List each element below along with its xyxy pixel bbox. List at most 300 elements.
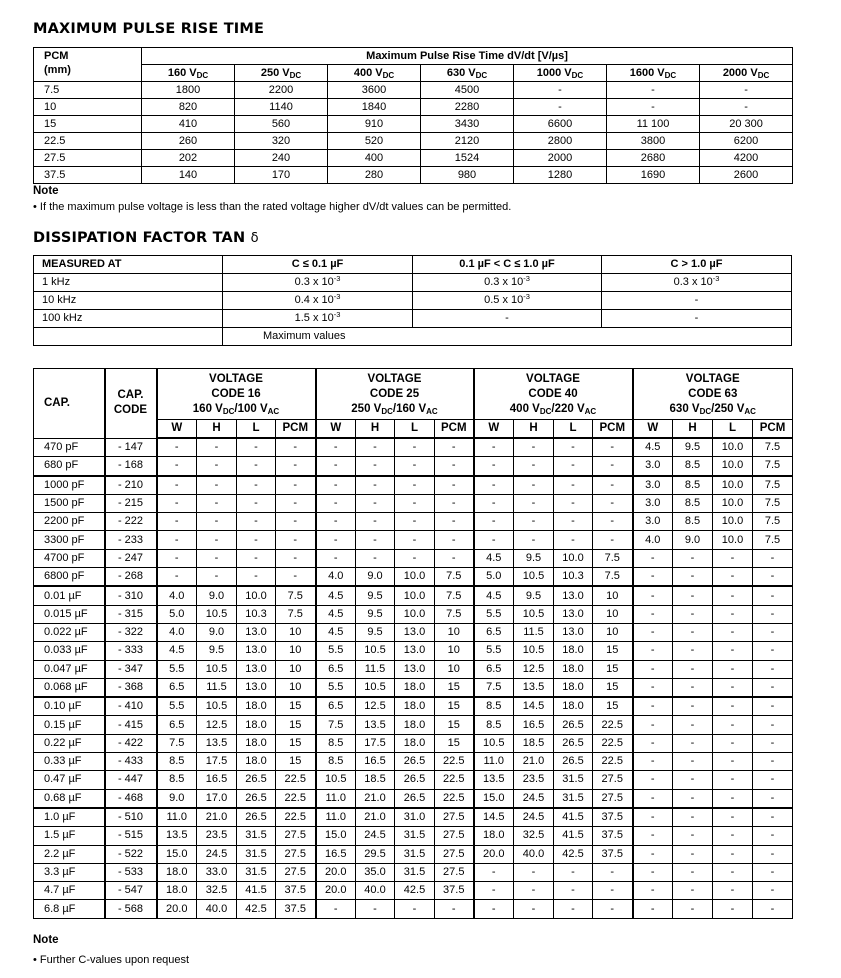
dimension-cell: - xyxy=(395,531,435,549)
dimension-cell: 10 xyxy=(276,660,316,678)
dimension-cell: 23.5 xyxy=(514,771,554,789)
dimension-cell: - xyxy=(673,808,713,827)
voltage-col-header xyxy=(421,65,514,82)
table-row xyxy=(34,476,793,495)
dimension-cell: 8.5 xyxy=(673,494,713,512)
voltage-code-group-header xyxy=(474,369,633,420)
dimension-cell: - xyxy=(633,549,673,567)
dimension-cell: - xyxy=(633,697,673,716)
dimension-cell: - xyxy=(593,863,633,881)
voltage-subscript: DC xyxy=(382,70,395,80)
capacitance-cell: 0.15 µF xyxy=(34,716,105,734)
dimension-cell: 4.0 xyxy=(316,568,356,587)
dimension-cell: 5.5 xyxy=(316,642,356,660)
dimension-cell: 20.0 xyxy=(157,900,197,918)
dimension-cell: 13.0 xyxy=(554,623,593,641)
dimension-cell: 6.5 xyxy=(474,660,514,678)
dimension-cell: 10.5 xyxy=(356,678,395,697)
table-row xyxy=(34,882,793,900)
dimension-cell: - xyxy=(197,513,237,531)
dimension-cell: - xyxy=(633,808,673,827)
cap-code-header xyxy=(105,369,157,439)
dimension-cell: 15 xyxy=(276,734,316,752)
dimension-cell: 22.5 xyxy=(276,771,316,789)
dimension-cell: 10 xyxy=(593,605,633,623)
dimension-cell: - xyxy=(435,457,474,476)
dimension-cell: - xyxy=(554,494,593,512)
dimension-cell: - xyxy=(395,494,435,512)
dimension-pcm-header: PCM xyxy=(593,420,633,439)
dimension-cell: 15 xyxy=(593,678,633,697)
tan-delta-cell xyxy=(223,292,413,310)
capacitance-cell: 0.068 µF xyxy=(34,678,105,697)
dimension-cell: - xyxy=(395,549,435,567)
cap-code-cell: - 522 xyxy=(105,845,157,863)
dvdt-cell: 2120 xyxy=(421,133,514,150)
table-row xyxy=(34,605,793,623)
dimension-cell: 18.0 xyxy=(474,827,514,845)
dvdt-cell: 6600 xyxy=(514,116,607,133)
dimension-cell: 7.5 xyxy=(753,494,793,512)
cap-code-cell: - 168 xyxy=(105,457,157,476)
dimension-pcm-header: PCM xyxy=(435,420,474,439)
dimension-cell: - xyxy=(753,808,793,827)
dimension-cell: 26.5 xyxy=(395,789,435,808)
dimension-cell: 8.5 xyxy=(157,753,197,771)
dimension-w-header: W xyxy=(474,420,514,439)
dimension-cell: 27.5 xyxy=(435,863,474,881)
dimension-cell: 7.5 xyxy=(276,586,316,605)
dimension-cell: - xyxy=(474,531,514,549)
voltage-col-header xyxy=(328,65,421,82)
dimension-cell: 10.0 xyxy=(395,605,435,623)
dimension-cell: - xyxy=(514,882,554,900)
dimension-pcm-header: PCM xyxy=(753,420,793,439)
dvdt-cell: 410 xyxy=(142,116,235,133)
dvdt-cell: 260 xyxy=(142,133,235,150)
dimension-cell: 26.5 xyxy=(237,771,276,789)
dimension-cell: - xyxy=(554,900,593,918)
dimension-cell: 8.5 xyxy=(673,476,713,495)
dimension-cell: 14.5 xyxy=(474,808,514,827)
dvdt-cell: 3600 xyxy=(328,82,421,99)
ac-voltage-subscript: AC xyxy=(426,406,438,416)
dimension-cell: 26.5 xyxy=(395,753,435,771)
dimension-cell: 11.0 xyxy=(474,753,514,771)
dimension-cell: 11.5 xyxy=(356,660,395,678)
dimension-cell: 37.5 xyxy=(435,882,474,900)
dimension-cell: - xyxy=(554,457,593,476)
delta-symbol: δ xyxy=(250,231,259,246)
dimension-cell: 21.0 xyxy=(356,808,395,827)
dimension-cell: - xyxy=(356,531,395,549)
dimension-cell: - xyxy=(633,863,673,881)
dimension-l-header: L xyxy=(237,420,276,439)
dimension-cell: 8.5 xyxy=(474,697,514,716)
dimension-cell: 13.0 xyxy=(395,660,435,678)
dimension-cell: - xyxy=(633,568,673,587)
dimension-cell: 8.5 xyxy=(157,771,197,789)
dimension-cell: 42.5 xyxy=(237,900,276,918)
dimension-cell: 13.5 xyxy=(514,678,554,697)
dimension-cell: - xyxy=(435,438,474,457)
table-row xyxy=(34,116,793,133)
dimension-cell: - xyxy=(713,568,753,587)
dvdt-cell: 1840 xyxy=(328,99,421,116)
dimension-cell: 27.5 xyxy=(593,789,633,808)
dimension-cell: 10 xyxy=(435,642,474,660)
dimension-cell: 18.0 xyxy=(554,697,593,716)
dimension-cell: - xyxy=(157,549,197,567)
pcm-header-line1: PCM xyxy=(44,50,69,62)
dimension-cell: - xyxy=(713,605,753,623)
dimension-cell: - xyxy=(435,900,474,918)
dimension-cell: - xyxy=(157,476,197,495)
dimension-l-header: L xyxy=(554,420,593,439)
dimension-cell: 8.5 xyxy=(474,716,514,734)
capacitance-cell: 1500 pF xyxy=(34,494,105,512)
dimension-cell: 21.0 xyxy=(356,789,395,808)
dimension-cell: - xyxy=(633,734,673,752)
dimension-cell: 31.5 xyxy=(237,863,276,881)
dimension-cell: - xyxy=(753,753,793,771)
dvdt-cell: 1524 xyxy=(421,150,514,167)
table-row xyxy=(34,438,793,457)
dimension-cell: 13.5 xyxy=(474,771,514,789)
dvdt-cell: 1280 xyxy=(514,167,607,184)
ac-voltage-value: /160 V xyxy=(392,402,427,415)
dimension-cell: 13.0 xyxy=(237,678,276,697)
dimension-cell: 10.5 xyxy=(197,660,237,678)
dvdt-cell: 1800 xyxy=(142,82,235,99)
dvdt-cell: - xyxy=(607,82,700,99)
dimension-cell: - xyxy=(593,476,633,495)
dimension-cell: 18.0 xyxy=(395,734,435,752)
dimensions-note-text: • Further C-values upon request xyxy=(33,954,190,966)
dimension-cell: - xyxy=(673,568,713,587)
voltage-rating xyxy=(475,402,632,417)
dimension-cell: - xyxy=(554,476,593,495)
dimension-cell: 10.0 xyxy=(237,586,276,605)
dimension-cell: - xyxy=(713,678,753,697)
dvdt-cell: 1690 xyxy=(607,167,700,184)
dimension-cell: - xyxy=(673,734,713,752)
dimension-cell: - xyxy=(713,623,753,641)
dimension-cell: 23.5 xyxy=(197,827,237,845)
dimension-cell: 15 xyxy=(276,753,316,771)
voltage-rating xyxy=(158,402,315,417)
dimension-cell: 9.5 xyxy=(514,549,554,567)
dimension-cell: 8.5 xyxy=(316,753,356,771)
table-row xyxy=(34,827,793,845)
dvdt-cell: 2680 xyxy=(607,150,700,167)
dimension-cell: 10.0 xyxy=(554,549,593,567)
dimension-cell: 21.0 xyxy=(514,753,554,771)
dvdt-cell: 1140 xyxy=(235,99,328,116)
dimension-cell: 24.5 xyxy=(514,808,554,827)
dimension-cell: - xyxy=(713,789,753,808)
table-row xyxy=(34,660,793,678)
tan-delta-cell xyxy=(602,310,792,328)
dvdt-cell: - xyxy=(514,82,607,99)
dimension-cell: 10.5 xyxy=(514,568,554,587)
dimension-cell: 4.5 xyxy=(633,438,673,457)
capacitance-cell: 3.3 µF xyxy=(34,863,105,881)
dimension-cell: - xyxy=(316,476,356,495)
voltage-code: CODE 40 xyxy=(528,387,578,400)
dimension-cell: - xyxy=(633,642,673,660)
dimension-cell: - xyxy=(673,789,713,808)
dimension-cell: 10.0 xyxy=(713,494,753,512)
dimension-cell: 15 xyxy=(276,697,316,716)
dimension-cell: 18.0 xyxy=(237,716,276,734)
dimension-cell: - xyxy=(713,586,753,605)
dvdt-cell: 980 xyxy=(421,167,514,184)
cap-code-cell: - 422 xyxy=(105,734,157,752)
dvdt-cell: 2000 xyxy=(514,150,607,167)
dimension-cell: 5.5 xyxy=(474,642,514,660)
dimension-cell: - xyxy=(395,476,435,495)
capacitance-cell: 2.2 µF xyxy=(34,845,105,863)
dimension-cell: 33.0 xyxy=(197,863,237,881)
voltage-col-header xyxy=(142,65,235,82)
table-row xyxy=(34,808,793,827)
dimension-cell: 4.5 xyxy=(474,586,514,605)
dvdt-cell: 910 xyxy=(328,116,421,133)
dvdt-cell: 3430 xyxy=(421,116,514,133)
dimension-cell: - xyxy=(633,771,673,789)
dimension-cell: - xyxy=(593,882,633,900)
frequency-cell: 100 kHz xyxy=(34,310,223,328)
capacitance-cell: 0.33 µF xyxy=(34,753,105,771)
dimension-cell: 15 xyxy=(435,734,474,752)
cap-code-header-line2: CODE xyxy=(113,404,148,417)
dimension-cell: - xyxy=(673,605,713,623)
dimension-cell: - xyxy=(356,457,395,476)
dimension-cell: - xyxy=(753,605,793,623)
pcm-cell: 27.5 xyxy=(34,150,142,167)
dimension-cell: - xyxy=(356,900,395,918)
capacitance-cell: 0.68 µF xyxy=(34,789,105,808)
cap-code-cell: - 147 xyxy=(105,438,157,457)
dimension-cell: - xyxy=(673,716,713,734)
dimension-cell: 26.5 xyxy=(237,789,276,808)
voltage-rating xyxy=(634,402,793,417)
dimension-cell: - xyxy=(356,549,395,567)
tan-delta-cell xyxy=(413,292,602,310)
dimension-cell: 15 xyxy=(435,678,474,697)
dimension-cell: 11.0 xyxy=(316,789,356,808)
dvdt-cell: 4200 xyxy=(700,150,793,167)
dimension-cell: - xyxy=(713,660,753,678)
capacitance-cell: 4.7 µF xyxy=(34,882,105,900)
dimension-cell: 9.0 xyxy=(197,623,237,641)
dimension-cell: 4.5 xyxy=(316,586,356,605)
dimension-cell: - xyxy=(514,438,554,457)
ac-voltage-subscript: AC xyxy=(267,406,280,416)
dimension-cell: 41.5 xyxy=(554,827,593,845)
table-row xyxy=(34,586,793,605)
dimension-cell: - xyxy=(713,716,753,734)
cap-code-cell: - 533 xyxy=(105,863,157,881)
dimension-cell: 10.0 xyxy=(713,438,753,457)
table-row xyxy=(34,716,793,734)
dc-voltage-subscript: DC xyxy=(222,406,235,416)
dimension-cell: - xyxy=(554,531,593,549)
dimension-cell: 26.5 xyxy=(554,753,593,771)
dimension-cell: 18.0 xyxy=(157,863,197,881)
dimension-cell: - xyxy=(713,642,753,660)
dimension-cell: - xyxy=(593,513,633,531)
dimension-cell: - xyxy=(673,771,713,789)
dimension-cell: - xyxy=(514,513,554,531)
dimension-cell: 20.0 xyxy=(316,882,356,900)
cap-code-cell: - 547 xyxy=(105,882,157,900)
dimension-cell: - xyxy=(395,900,435,918)
dimension-cell: - xyxy=(713,734,753,752)
dimension-cell: - xyxy=(753,716,793,734)
tan-delta-exponent: -3 xyxy=(712,274,720,283)
dimension-cell: 18.0 xyxy=(237,697,276,716)
dimension-cell: 13.0 xyxy=(237,660,276,678)
table-row xyxy=(34,568,793,587)
capacitance-cell: 0.022 µF xyxy=(34,623,105,641)
dimension-cell: 18.0 xyxy=(554,678,593,697)
cap-code-cell: - 447 xyxy=(105,771,157,789)
dimension-cell: 10.0 xyxy=(713,457,753,476)
dimension-cell: 31.5 xyxy=(395,863,435,881)
table-row xyxy=(34,167,793,184)
capacitance-cell: 0.047 µF xyxy=(34,660,105,678)
tan-delta-mantissa: - xyxy=(694,294,699,306)
dimension-cell: - xyxy=(514,863,554,881)
dc-voltage-value: 160 V xyxy=(192,402,223,415)
dimension-cell: - xyxy=(356,513,395,531)
dc-voltage-subscript: DC xyxy=(381,406,393,416)
dimension-cell: 10.0 xyxy=(713,531,753,549)
dimension-cell: - xyxy=(514,494,554,512)
dimension-cell: 26.5 xyxy=(395,771,435,789)
dimension-cell: 22.5 xyxy=(593,753,633,771)
dimension-cell: 37.5 xyxy=(593,827,633,845)
dimension-cell: - xyxy=(633,789,673,808)
dimension-cell: - xyxy=(316,531,356,549)
dimension-cell: 10 xyxy=(593,623,633,641)
dimension-cell: 9.0 xyxy=(157,789,197,808)
dimension-cell: 15 xyxy=(593,660,633,678)
dimension-cell: - xyxy=(197,549,237,567)
dvdt-cell: - xyxy=(700,99,793,116)
dimension-cell: - xyxy=(435,494,474,512)
dvdt-cell: 202 xyxy=(142,150,235,167)
dimension-cell: - xyxy=(713,827,753,845)
dimension-cell: 10.0 xyxy=(395,568,435,587)
dimension-cell: - xyxy=(514,457,554,476)
dimension-cell: 13.5 xyxy=(356,716,395,734)
table-row xyxy=(34,82,793,99)
cap-code-cell: - 210 xyxy=(105,476,157,495)
dimension-cell: 42.5 xyxy=(554,845,593,863)
dimension-cell: - xyxy=(435,513,474,531)
dimension-cell: - xyxy=(753,900,793,918)
dimension-cell: - xyxy=(435,549,474,567)
dimension-h-header: H xyxy=(514,420,554,439)
dimension-cell: 9.5 xyxy=(356,586,395,605)
dimension-cell: 9.5 xyxy=(514,586,554,605)
dimension-cell: 20.0 xyxy=(474,845,514,863)
capacitance-cell: 6.8 µF xyxy=(34,900,105,918)
dvdt-cell: 140 xyxy=(142,167,235,184)
ac-voltage-subscript: AC xyxy=(744,406,756,416)
dvdt-cell: - xyxy=(607,99,700,116)
dimension-cell: 5.0 xyxy=(157,605,197,623)
dimension-w-header: W xyxy=(157,420,197,439)
cap-code-cell: - 347 xyxy=(105,660,157,678)
dimension-cell: 10.0 xyxy=(395,586,435,605)
tan-delta-mantissa: - xyxy=(694,312,699,324)
dimension-cell: - xyxy=(753,642,793,660)
dimension-cell: - xyxy=(673,660,713,678)
dimension-cell: 3.0 xyxy=(633,513,673,531)
dimension-cell: 32.5 xyxy=(514,827,554,845)
dimension-cell: 29.5 xyxy=(356,845,395,863)
dimension-cell: - xyxy=(395,438,435,457)
capacitance-cell: 0.015 µF xyxy=(34,605,105,623)
dimension-cell: 7.5 xyxy=(316,716,356,734)
voltage-label: VOLTAGE xyxy=(209,372,263,385)
pulse-rise-title: MAXIMUM PULSE RISE TIME xyxy=(33,21,265,37)
dimension-cell: - xyxy=(633,827,673,845)
capacitance-cell: 3300 pF xyxy=(34,531,105,549)
frequency-cell: 1 kHz xyxy=(34,274,223,292)
tan-delta-exponent: -3 xyxy=(333,310,341,319)
dimension-cell: 11.5 xyxy=(197,678,237,697)
dimension-cell: 27.5 xyxy=(276,827,316,845)
dimension-cell: 8.5 xyxy=(673,457,713,476)
dimension-cell: 31.5 xyxy=(554,789,593,808)
tan-delta-mantissa: 0.4 x 10 xyxy=(294,294,334,306)
dimension-cell: 5.5 xyxy=(157,660,197,678)
dimension-cell: - xyxy=(713,863,753,881)
dimension-h-header: H xyxy=(197,420,237,439)
dimension-cell: - xyxy=(593,900,633,918)
voltage-value: 250 V xyxy=(260,66,290,79)
dimension-cell: - xyxy=(276,549,316,567)
dimension-cell: 21.0 xyxy=(197,808,237,827)
dimension-cell: 7.5 xyxy=(593,549,633,567)
cap-code-header-line1: CAP. xyxy=(117,389,144,402)
dimension-cell: - xyxy=(276,531,316,549)
dimension-cell: - xyxy=(753,863,793,881)
cap-code-cell: - 310 xyxy=(105,586,157,605)
dimension-cell: - xyxy=(316,900,356,918)
tan-delta-exponent: -3 xyxy=(523,274,530,283)
dimension-cell: 22.5 xyxy=(276,789,316,808)
dc-voltage-value: 630 V xyxy=(669,402,700,415)
dimension-cell: 7.5 xyxy=(435,605,474,623)
cap-code-cell: - 433 xyxy=(105,753,157,771)
dimension-cell: - xyxy=(474,863,514,881)
dimension-cell: - xyxy=(197,568,237,587)
capacitance-cell: 0.01 µF xyxy=(34,586,105,605)
dimension-cell: - xyxy=(673,845,713,863)
voltage-code-group-header xyxy=(157,369,316,420)
dimension-cell: 18.0 xyxy=(554,660,593,678)
table-row xyxy=(34,863,793,881)
table-row xyxy=(34,310,792,328)
dimension-cell: 10.5 xyxy=(356,642,395,660)
dimension-cell: - xyxy=(316,457,356,476)
